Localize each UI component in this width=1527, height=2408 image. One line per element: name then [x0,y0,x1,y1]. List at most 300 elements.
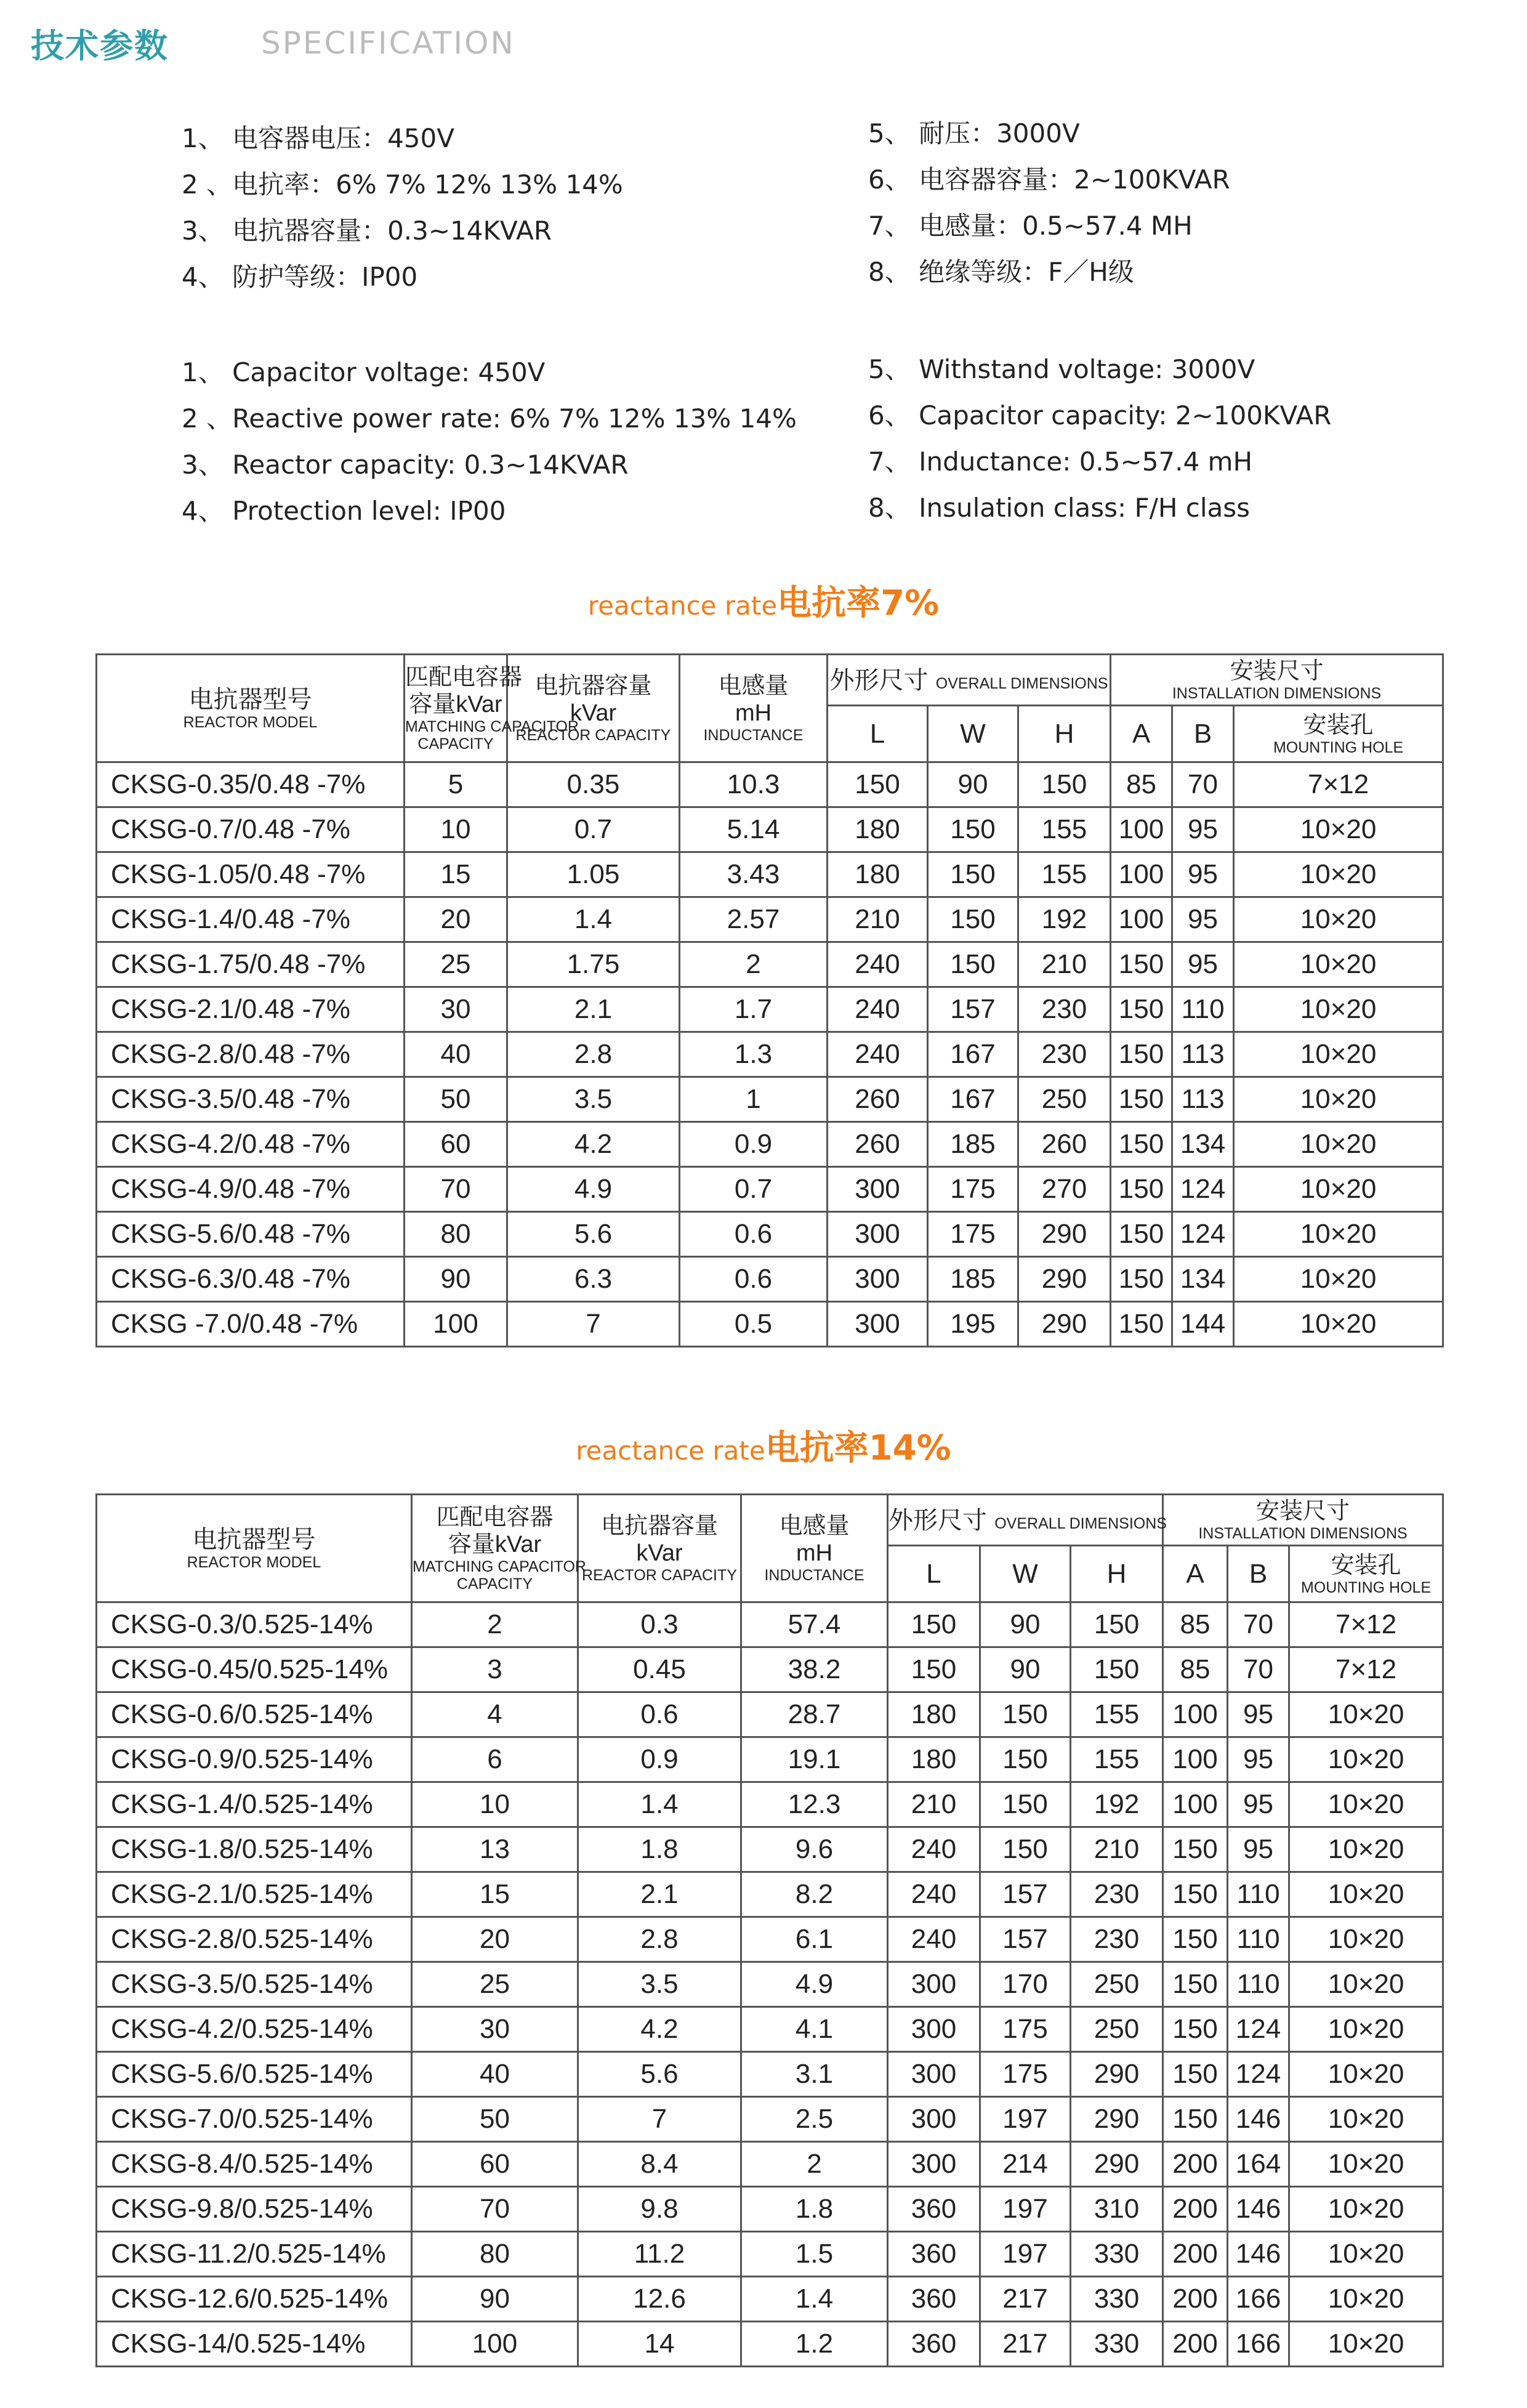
spec-column-left [182,349,797,534]
cell-l: 180 [888,1737,980,1782]
cell-w: 175 [928,1212,1018,1257]
cell-b: 113 [1172,1032,1234,1077]
cell-inductance: 6.1 [741,1917,888,1962]
cell-a: 150 [1111,1167,1172,1212]
cell-b: 113 [1172,1077,1234,1122]
spec-item: 7、 Inductance: 0.5~57.4 mH [868,446,1253,477]
cell-l: 300 [888,2052,980,2097]
header-ind-unit: mH [796,1540,833,1566]
header-mounting-hole [1289,1546,1443,1602]
cell-reactor-capacity: 14 [578,2322,741,2367]
cell-model: CKSG-2.1/0.525-14% [97,1872,412,1917]
cell-h: 230 [1071,1917,1163,1962]
spec-item: 6、 Capacitor capacity: 2~100KVAR [868,400,1332,430]
spec-item: 4、 防护等级：IP00 [182,262,418,292]
cell-model: CKSG-3.5/0.525-14% [97,1962,412,2007]
cell-a: 100 [1163,1782,1228,1827]
cell-a: 150 [1163,2097,1228,2142]
table-row [97,2232,1443,2277]
cell-h: 290 [1071,2097,1163,2142]
cell-matching-capacity: 25 [412,1962,578,2007]
cell-mounting-hole: 10×20 [1289,1917,1443,1962]
table-row [97,1212,1443,1257]
cell-l: 240 [888,1917,980,1962]
cell-matching-capacity: 20 [412,1917,578,1962]
cell-a: 100 [1111,897,1172,942]
cell-h: 150 [1071,1602,1163,1647]
cell-mounting-hole: 10×20 [1289,2007,1443,2052]
cell-inductance: 1.8 [741,2187,888,2232]
cell-matching-capacity: 90 [405,1257,507,1302]
header-matching-capacity [412,1495,586,1602]
header-ind-unit: mH [735,700,772,726]
header-inst-en: INSTALLATION DIMENSIONS [1172,685,1382,702]
header-mounting-hole [1234,706,1443,762]
cell-b: 166 [1228,2277,1289,2322]
cell-reactor-capacity: 0.35 [507,762,680,807]
cell-model: CKSG-3.5/0.48 -7% [97,1077,405,1122]
cell-w: 185 [928,1257,1018,1302]
cell-inductance: 2.5 [741,2097,888,2142]
cell-matching-capacity: 90 [412,2277,578,2322]
cell-inductance: 0.5 [680,1302,828,1347]
section-title-14 [0,1421,1527,1470]
cell-inductance: 5.14 [680,807,828,852]
cell-reactor-capacity: 1.05 [507,852,680,897]
cell-l: 240 [888,1827,980,1872]
cell-model: CKSG-0.7/0.48 -7% [97,807,405,852]
cell-mounting-hole: 7×12 [1234,762,1443,807]
cell-l: 150 [828,762,928,807]
header-cap-cn1: 匹配电容器 [436,1505,554,1530]
cell-mounting-hole: 10×20 [1234,807,1443,852]
cell-a: 200 [1163,2232,1228,2277]
cell-w: 217 [980,2277,1071,2322]
cell-w: 90 [928,762,1018,807]
cell-h: 155 [1018,807,1111,852]
table-row [97,2007,1443,2052]
cell-reactor-capacity: 0.45 [578,1647,741,1692]
cell-mounting-hole: 10×20 [1234,1122,1443,1167]
table-row [97,1872,1443,1917]
cell-h: 290 [1018,1302,1111,1347]
spec-item: 2 、Reactive power rate: 6% 7% 12% 13% 14% [182,403,797,434]
cell-h: 290 [1018,1212,1111,1257]
cell-reactor-capacity: 12.6 [578,2277,741,2322]
cell-a: 150 [1111,1257,1172,1302]
cell-b: 146 [1228,2232,1289,2277]
cell-b: 95 [1172,942,1234,987]
cell-inductance: 9.6 [741,1827,888,1872]
cell-mounting-hole: 10×20 [1289,1962,1443,2007]
cell-matching-capacity: 10 [412,1782,578,1827]
cell-model: CKSG-1.75/0.48 -7% [97,942,405,987]
cell-b: 124 [1172,1167,1234,1212]
cell-l: 300 [828,1167,928,1212]
table-row [97,1077,1443,1122]
cell-h: 260 [1018,1122,1111,1167]
header-model-en: REACTOR MODEL [187,1554,321,1571]
spec-column-right [868,346,1331,531]
cell-reactor-capacity: 5.6 [578,2052,741,2097]
cell-l: 260 [828,1077,928,1122]
cell-inductance: 1.3 [680,1032,828,1077]
spec-item: 3、 Reactor capacity: 0.3~14KVAR [182,450,629,480]
cell-inductance: 1.7 [680,987,828,1032]
cell-mounting-hole: 10×20 [1289,1827,1443,1872]
cell-l: 240 [828,987,928,1032]
cell-reactor-capacity: 2.1 [578,1872,741,1917]
header-dims-cn: 外形尺寸 [888,1506,987,1535]
cell-reactor-capacity: 3.5 [578,1962,741,2007]
table-row [97,2097,1443,2142]
cell-reactor-capacity: 3.5 [507,1077,680,1122]
cell-matching-capacity: 70 [405,1167,507,1212]
cell-model: CKSG-4.2/0.525-14% [97,2007,412,2052]
header-l: L [828,706,928,762]
cell-reactor-capacity: 1.75 [507,942,680,987]
cell-h: 210 [1018,942,1111,987]
cell-l: 150 [888,1647,980,1692]
cell-mounting-hole: 10×20 [1234,1302,1443,1347]
header-model-cn: 电抗器型号 [188,685,312,714]
cell-h: 290 [1071,2142,1163,2187]
header-inst-cn: 安装尺寸 [1256,1498,1350,1524]
cell-h: 210 [1071,1827,1163,1872]
header-model [97,655,405,762]
table-row [97,942,1443,987]
header-hole-en: MOUNTING HOLE [1300,1578,1432,1596]
spec-item: 1、 Capacitor voltage: 450V [182,357,546,387]
table-row [97,1962,1443,2007]
cell-mounting-hole: 7×12 [1289,1602,1443,1647]
table-row [97,1257,1443,1302]
cell-a: 150 [1163,1917,1228,1962]
table-row [97,807,1443,852]
cell-l: 210 [828,897,928,942]
cell-matching-capacity: 70 [412,2187,578,2232]
cell-inductance: 0.7 [680,1167,828,1212]
cell-mounting-hole: 10×20 [1289,2097,1443,2142]
cell-b: 95 [1172,852,1234,897]
cell-mounting-hole: 10×20 [1289,2277,1443,2322]
cell-l: 210 [888,1782,980,1827]
cell-a: 85 [1111,762,1172,807]
cell-mounting-hole: 10×20 [1234,942,1443,987]
cell-h: 310 [1071,2187,1163,2232]
cell-inductance: 3.1 [741,2052,888,2097]
table-row [97,1302,1443,1347]
cell-reactor-capacity: 11.2 [578,2232,741,2277]
cell-h: 230 [1071,1872,1163,1917]
cell-inductance: 2.57 [680,897,828,942]
table-row [97,2187,1443,2232]
spec-item: 8、 绝缘等级：F／H级 [868,257,1134,287]
header-rcap-en: REACTOR CAPACITY [515,727,671,744]
cell-matching-capacity: 100 [405,1302,507,1347]
cell-a: 200 [1163,2187,1228,2232]
cell-a: 200 [1163,2277,1228,2322]
cell-a: 150 [1111,1302,1172,1347]
table-row [97,2052,1443,2097]
cell-mounting-hole: 10×20 [1289,1872,1443,1917]
cell-b: 110 [1228,1872,1289,1917]
cell-b: 144 [1172,1302,1234,1347]
cell-b: 70 [1172,762,1234,807]
cell-h: 330 [1071,2232,1163,2277]
cell-mounting-hole: 10×20 [1289,2187,1443,2232]
cell-h: 250 [1018,1077,1111,1122]
spec-item: 5、 Withstand voltage: 3000V [868,354,1255,384]
cell-w: 150 [980,1782,1071,1827]
cell-w: 195 [928,1302,1018,1347]
cell-h: 155 [1018,852,1111,897]
table-row [97,762,1443,807]
cell-mounting-hole: 10×20 [1289,2142,1443,2187]
cell-w: 167 [928,1077,1018,1122]
section-title-cn: 电抗率14% [765,1428,951,1468]
cell-matching-capacity: 80 [412,2232,578,2277]
header-h: H [1071,1546,1163,1602]
cell-reactor-capacity: 0.7 [507,807,680,852]
cell-w: 90 [980,1602,1071,1647]
cell-model: CKSG-2.8/0.48 -7% [97,1032,405,1077]
cell-model: CKSG-0.3/0.525-14% [97,1602,412,1647]
cell-b: 110 [1228,1917,1289,1962]
cell-l: 260 [828,1122,928,1167]
header-matching-capacity [405,655,579,762]
cell-matching-capacity: 40 [405,1032,507,1077]
cell-h: 290 [1018,1257,1111,1302]
header-cap-en1: MATCHING CAPACITOR [405,718,579,735]
cell-matching-capacity: 13 [412,1827,578,1872]
cell-matching-capacity: 100 [412,2322,578,2367]
table-row [97,852,1443,897]
cell-w: 175 [980,2052,1071,2097]
cell-inductance: 0.6 [680,1257,828,1302]
spec-item: 8、 Insulation class: F/H class [868,493,1251,523]
cell-model: CKSG-12.6/0.525-14% [97,2277,412,2322]
cell-w: 150 [980,1692,1071,1737]
cell-w: 217 [980,2322,1071,2367]
cell-model: CKSG-1.8/0.525-14% [97,1827,412,1872]
cell-l: 300 [888,2097,980,2142]
cell-reactor-capacity: 0.3 [578,1602,741,1647]
header-cap-cn2: 容量kVar [448,1532,542,1558]
cell-w: 170 [980,1962,1071,2007]
header-model-en: REACTOR MODEL [183,714,318,731]
cell-h: 330 [1071,2277,1163,2322]
header-dims-en: OVERALL DIMENSIONS [994,1515,1167,1532]
header-h: H [1018,706,1111,762]
header-cap-en2: CAPACITY [456,1575,533,1593]
cell-w: 157 [980,1872,1071,1917]
header-cap-en2: CAPACITY [417,735,494,753]
cell-matching-capacity: 40 [412,2052,578,2097]
header-ind-en: INDUCTANCE [764,1567,864,1584]
cell-b: 95 [1172,897,1234,942]
cell-a: 100 [1163,1737,1228,1782]
cell-mounting-hole: 10×20 [1234,1077,1443,1122]
spec-table-14 [95,1493,1444,2367]
header-rcap-unit: kVar [570,700,617,726]
cell-a: 85 [1163,1647,1228,1692]
cell-b: 124 [1228,2052,1289,2097]
cell-l: 300 [888,2142,980,2187]
cell-model: CKSG-9.8/0.525-14% [97,2187,412,2232]
cell-b: 166 [1228,2322,1289,2367]
cell-b: 110 [1172,987,1234,1032]
cell-l: 150 [888,1602,980,1647]
cell-w: 157 [928,987,1018,1032]
cell-l: 180 [888,1692,980,1737]
spec-item: 3、 电抗器容量：0.3~14KVAR [182,216,552,246]
cell-b: 164 [1228,2142,1289,2187]
cell-matching-capacity: 15 [412,1872,578,1917]
header-installation-dims [1111,655,1443,706]
cell-inductance: 10.3 [680,762,828,807]
cell-b: 95 [1228,1692,1289,1737]
cell-reactor-capacity: 4.9 [507,1167,680,1212]
spec-item: 6、 电容器容量：2~100KVAR [868,164,1230,195]
cell-b: 70 [1228,1647,1289,1692]
cell-b: 95 [1228,1827,1289,1872]
spec-table-7 [95,653,1444,1347]
cell-model: CKSG-7.0/0.525-14% [97,2097,412,2142]
spec-item: 4、 Protection level: IP00 [182,496,506,526]
header-inductance [741,1495,888,1602]
cell-matching-capacity: 15 [405,852,507,897]
table-row [97,897,1443,942]
cell-w: 175 [928,1167,1018,1212]
header-cap-en1: MATCHING CAPACITOR [413,1558,586,1575]
header-hole-en: MOUNTING HOLE [1273,738,1404,756]
cell-model: CKSG-2.1/0.48 -7% [97,987,405,1032]
cell-b: 146 [1228,2187,1289,2232]
header-overall-dims [888,1495,1167,1546]
cell-l: 180 [828,852,928,897]
cell-inductance: 1.4 [741,2277,888,2322]
cell-matching-capacity: 50 [405,1077,507,1122]
cell-b: 95 [1172,807,1234,852]
cell-a: 150 [1111,1077,1172,1122]
cell-a: 150 [1111,1122,1172,1167]
header-dims-cn: 外形尺寸 [829,666,929,695]
cell-w: 150 [928,897,1018,942]
cell-h: 192 [1071,1782,1163,1827]
header-b: B [1228,1546,1289,1602]
section-title-cn: 电抗率7% [777,583,940,623]
cell-inductance: 8.2 [741,1872,888,1917]
cell-model: CKSG-6.3/0.48 -7% [97,1257,405,1302]
page-subtitle: SPECIFICATION [261,25,515,61]
cell-matching-capacity: 6 [412,1737,578,1782]
cell-w: 90 [980,1647,1071,1692]
cell-inductance: 1.5 [741,2232,888,2277]
cell-reactor-capacity: 2.1 [507,987,680,1032]
cell-inductance: 19.1 [741,1737,888,1782]
cell-reactor-capacity: 1.8 [578,1827,741,1872]
cell-reactor-capacity: 1.4 [507,897,680,942]
table-row [97,1692,1443,1737]
cell-model: CKSG-5.6/0.48 -7% [97,1212,405,1257]
spec-item: 5、 耐压：3000V [868,118,1080,148]
table-row [97,2322,1443,2367]
table-row [97,1647,1443,1692]
cell-inductance: 38.2 [741,1647,888,1692]
cell-l: 300 [828,1212,928,1257]
cell-a: 150 [1163,2007,1228,2052]
cell-inductance: 3.43 [680,852,828,897]
header-hole-cn: 安装孔 [1303,712,1374,738]
cell-w: 167 [928,1032,1018,1077]
cell-h: 192 [1018,897,1111,942]
header-dims-en: OVERALL DIMENSIONS [935,675,1108,692]
header-ind-cn: 电感量 [779,1513,850,1539]
cell-reactor-capacity: 2.8 [578,1917,741,1962]
cell-reactor-capacity: 9.8 [578,2187,741,2232]
cell-l: 240 [828,1032,928,1077]
cell-a: 150 [1163,1962,1228,2007]
cell-reactor-capacity: 6.3 [507,1257,680,1302]
cell-model: CKSG-1.4/0.48 -7% [97,897,405,942]
cell-model: CKSG-4.2/0.48 -7% [97,1122,405,1167]
cell-a: 150 [1163,2052,1228,2097]
cell-a: 100 [1111,852,1172,897]
header-overall-dims [828,655,1111,706]
cell-model: CKSG-1.4/0.525-14% [97,1782,412,1827]
section-title-en: reactance rate [587,591,778,621]
table-row [97,1827,1443,1872]
cell-matching-capacity: 30 [405,987,507,1032]
cell-a: 200 [1163,2322,1228,2367]
cell-model: CKSG-0.45/0.525-14% [97,1647,412,1692]
header-a: A [1163,1546,1228,1602]
cell-reactor-capacity: 7 [507,1302,680,1347]
cell-inductance: 1.2 [741,2322,888,2367]
cell-l: 300 [828,1302,928,1347]
cell-l: 360 [888,2232,980,2277]
cell-model: CKSG-8.4/0.525-14% [97,2142,412,2187]
header-hole-cn: 安装孔 [1331,1552,1401,1578]
cell-mounting-hole: 10×20 [1234,1257,1443,1302]
header-a: A [1111,706,1172,762]
header-model [97,1495,412,1602]
cell-b: 110 [1228,1962,1289,2007]
page-title: 技术参数 [31,26,169,65]
cell-b: 95 [1228,1737,1289,1782]
header-l: L [888,1546,980,1602]
cell-a: 150 [1111,1212,1172,1257]
header-rcap-en: REACTOR CAPACITY [582,1567,737,1584]
cell-reactor-capacity: 1.4 [578,1782,741,1827]
cell-model: CKSG-0.6/0.525-14% [97,1692,412,1737]
spec-column-left [182,115,623,300]
cell-b: 124 [1172,1212,1234,1257]
cell-a: 150 [1163,1872,1228,1917]
page-header [31,18,515,68]
cell-mounting-hole: 10×20 [1234,1167,1443,1212]
cell-inductance: 1 [680,1077,828,1122]
cell-mounting-hole: 10×20 [1234,852,1443,897]
header-rcap-cn: 电抗器容量 [534,673,652,699]
cell-a: 100 [1111,807,1172,852]
cell-mounting-hole: 10×20 [1289,2052,1443,2097]
cell-mounting-hole: 10×20 [1234,987,1443,1032]
cell-h: 250 [1071,2007,1163,2052]
header-b: B [1172,706,1234,762]
table-row [97,1782,1443,1827]
